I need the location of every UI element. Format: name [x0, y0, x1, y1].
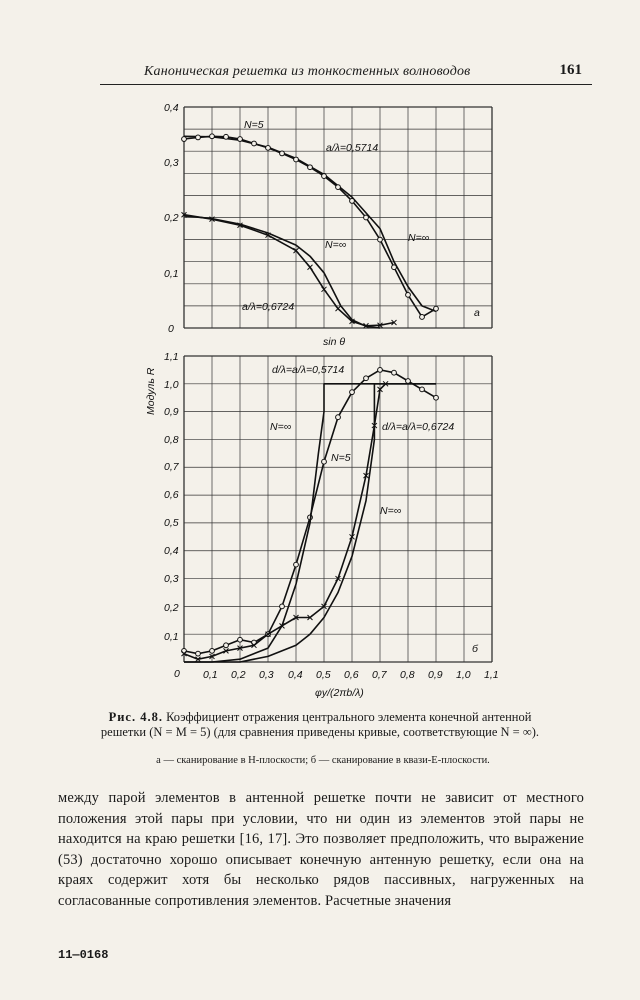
panel-b-point-0-3	[224, 643, 229, 648]
panel-a-point-1-4	[238, 137, 243, 142]
panel-b-label-ninf-2: N=∞	[380, 505, 402, 517]
panel-b-ytick-1-1: 1,1	[164, 351, 179, 363]
panel-a-point-1-1	[196, 135, 201, 140]
panel-b-point-0-12	[350, 390, 355, 395]
panel-a-chart	[182, 107, 493, 328]
panel-b-ytick-0-9: 0,9	[164, 406, 179, 418]
panel-a-series-1	[184, 136, 436, 317]
panel-a-point-1-13	[364, 215, 369, 220]
panel-b-xtick-0-3: 0,3	[259, 669, 274, 681]
panel-b-letter: б	[472, 643, 478, 655]
panel-b-ytick-0-7: 0,7	[164, 461, 179, 473]
panel-a-ytick-0: 0	[168, 323, 174, 335]
figure-label: Рис. 4.8.	[108, 710, 163, 724]
panel-b-point-0-1	[196, 651, 201, 656]
panel-b-xtick-0-5: 0,5	[316, 669, 331, 681]
panel-b-ytick-0-1: 0,1	[164, 631, 179, 643]
panel-b-xtick-0-4: 0,4	[288, 669, 303, 681]
panel-a-point-1-10	[322, 174, 327, 179]
panel-a-point-1-14	[378, 237, 383, 242]
panel-b-ytick-0-8: 0,8	[164, 434, 179, 446]
panel-b-label-ninf-1: N=∞	[270, 421, 292, 433]
panel-b-xtick-0-2: 0,2	[231, 669, 246, 681]
panel-a-ytick-0-1: 0,1	[164, 268, 179, 280]
panel-b-ylabel: Модуль R	[145, 367, 157, 415]
panel-b-chart	[182, 356, 493, 662]
printer-signature: 11—0168	[58, 948, 109, 962]
panel-b-point-0-2	[210, 648, 215, 653]
panel-b-point-0-18	[434, 395, 439, 400]
panel-b-point-0-4	[238, 637, 243, 642]
panel-b-point-0-16	[406, 379, 411, 384]
panel-a-label-a05714: a/λ=0,5714	[326, 142, 379, 154]
panel-b-label-n5: N=5	[331, 452, 351, 464]
panel-a-point-1-2	[210, 134, 215, 139]
panel-a-point-1-16	[406, 292, 411, 297]
panel-a-label-ninf-1: N=∞	[408, 232, 430, 244]
panel-b-xtick-0-6: 0,6	[344, 669, 359, 681]
panel-b-xtick-0-7: 0,7	[372, 669, 387, 681]
panel-a-xlabel: sin θ	[323, 336, 346, 348]
panel-b-point-0-15	[392, 370, 397, 375]
panel-a-point-1-12	[350, 199, 355, 204]
panel-b-point-0-11	[336, 415, 341, 420]
panel-b-point-0-13	[364, 376, 369, 381]
panel-b-ytick-0: 0	[174, 668, 180, 680]
panel-a-label-n5: N=5	[244, 119, 264, 131]
panel-b-ytick-0-3: 0,3	[164, 573, 179, 585]
panel-a-ytick-0-4: 0,4	[164, 102, 179, 114]
panel-a-point-1-7	[280, 151, 285, 156]
panel-a-point-1-3	[224, 134, 229, 139]
panel-b-label-d05714: d/λ=a/λ=0,5714	[272, 364, 345, 376]
panel-a-letter: а	[474, 307, 480, 319]
panel-a-label-ninf-2: N=∞	[325, 239, 347, 251]
panel-a-point-1-0	[182, 137, 187, 142]
panel-b-xtick-0-8: 0,8	[400, 669, 415, 681]
panel-b-xtick-0-9: 0,9	[428, 669, 443, 681]
running-title: Каноническая решетка из тонкостенных волноводов	[144, 64, 471, 79]
panel-b-xlabel: φy/(2πb/λ)	[315, 687, 364, 699]
caption-text: Коэффициент отражения центрального элемента конечной антенной решетки (N = M = 5) (для сравнения приведены кривые, соответствующие N = ∞).	[100, 710, 540, 739]
panel-b-xtick-1-0: 1,0	[456, 669, 471, 681]
page-number: 161	[559, 62, 582, 78]
panel-b-label-d06724: d/λ=a/λ=0,6724	[382, 421, 455, 433]
panel-a-point-1-6	[266, 145, 271, 150]
panel-a-ytick-0-3: 0,3	[164, 157, 179, 169]
panel-a-series-0	[184, 136, 436, 311]
panel-a-point-1-5	[252, 141, 257, 146]
panel-a-label-a06724: a/λ=0,6724	[242, 301, 295, 313]
panel-a-point-1-18	[434, 306, 439, 311]
panel-b-point-0-8	[294, 562, 299, 567]
panel-b-point-0-14	[378, 368, 383, 373]
panel-b-ytick-0-5: 0,5	[164, 517, 179, 529]
panel-a-point-3-5	[308, 265, 313, 270]
panel-a-point-1-8	[294, 157, 299, 162]
panel-b-point-0-17	[420, 387, 425, 392]
panel-a-point-3-7	[336, 306, 341, 311]
panel-a-point-1-17	[420, 315, 425, 320]
panel-b-xtick-0-1: 0,1	[203, 669, 218, 681]
panel-b-xtick-1-1: 1,1	[484, 669, 499, 681]
panel-a-point-1-9	[308, 165, 313, 170]
panel-b-point-0-10	[322, 459, 327, 464]
panel-a-ytick-0-2: 0,2	[164, 212, 179, 224]
panel-a-point-1-11	[336, 185, 341, 190]
figure-caption	[100, 710, 540, 740]
panel-b-ytick-0-6: 0,6	[164, 489, 179, 501]
body-paragraph: между парой элементов в антенной решетке почти не зависит от местного положения этой пары при условии, что ни один из элементов этой пары не находится на краю решетки [16, 17]. Это позволяет предположить, что выражение (53) достаточно хорошо описывает конечную антенную решетку, если она на краях содержит хотя бы несколько рядов пассивных, нагруженных на согласованные сопротивления элементов. Расчетные значения	[58, 790, 584, 909]
panel-b-ytick-0-4: 0,4	[164, 545, 179, 557]
panel-b-ytick-1-0: 1,0	[164, 379, 179, 391]
panel-b-point-0-7	[280, 604, 285, 609]
panel-b-ytick-0-2: 0,2	[164, 602, 179, 614]
caption-note: а — сканирование в H-плоскости; б — сканирование в квази-E-плоскости.	[156, 755, 490, 766]
panel-a-point-1-15	[392, 265, 397, 270]
